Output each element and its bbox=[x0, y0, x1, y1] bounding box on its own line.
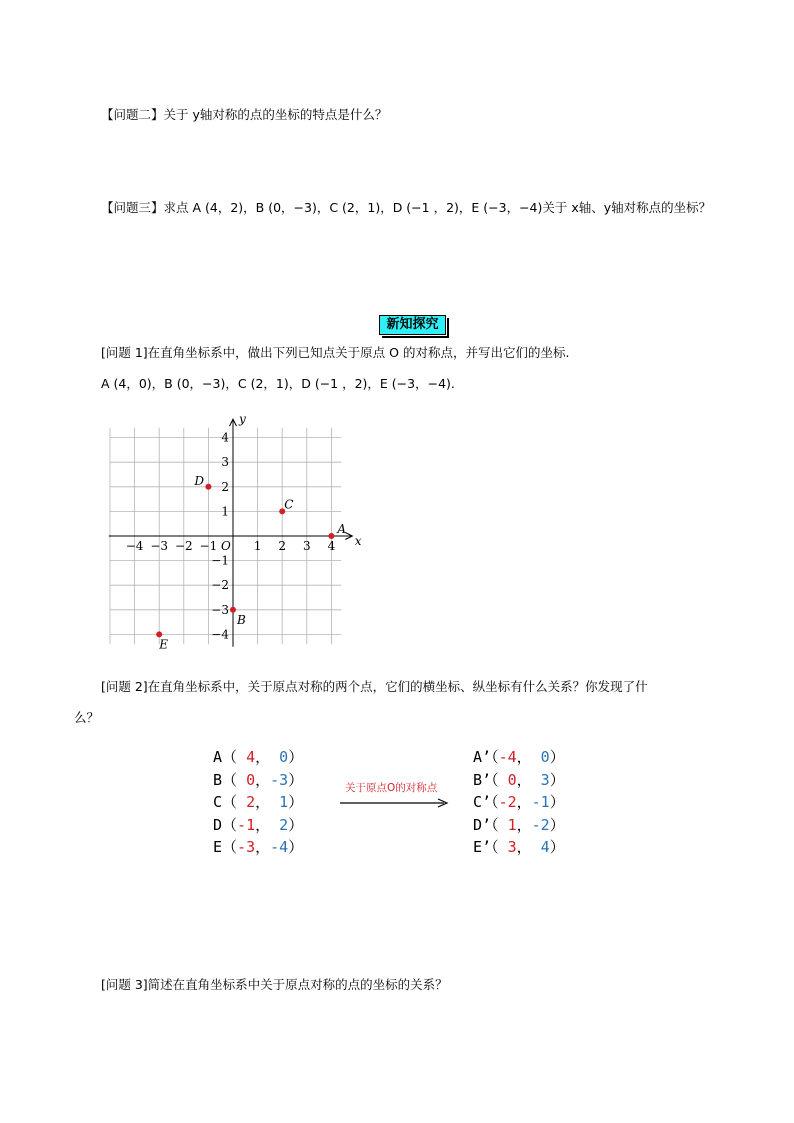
question-two-heading: 【问题二】关于 y轴对称的点的坐标的特点是什么？ bbox=[101, 107, 388, 122]
y-coordinate: -1 bbox=[531, 793, 550, 811]
problem-two-line-1: [问题 2]在直角坐标系中，关于原点对称的两个点，它们的横坐标、纵坐标有什么关系？你发现了什 bbox=[101, 679, 648, 694]
y-coordinate: -4 bbox=[270, 838, 289, 856]
arrow-label: 关于原点O的对称点 bbox=[345, 782, 438, 794]
open-paren: （ bbox=[491, 770, 499, 789]
separator: ， bbox=[516, 838, 532, 856]
plotted-points bbox=[156, 474, 346, 652]
y-tick-label: 1 bbox=[221, 504, 229, 519]
symmetric-point-row bbox=[473, 814, 565, 836]
separator: ， bbox=[516, 815, 532, 834]
close-paren: ） bbox=[549, 815, 565, 834]
question-three-heading: 【问题三】求点 A (4，2)，B (0，−3)，C (2，1)，D (−1 ，2)，E (−3，−4)关于 x轴、y轴对称点的坐标？ bbox=[101, 200, 712, 215]
symmetric-point-row bbox=[473, 836, 565, 858]
separator: ， bbox=[255, 770, 271, 789]
arrow bbox=[338, 797, 450, 809]
y-coordinate: 0 bbox=[531, 748, 550, 766]
symmetric-point-row bbox=[473, 746, 565, 768]
original-point-row bbox=[213, 769, 303, 791]
y-tick-label: 2 bbox=[221, 479, 229, 494]
point-name: A bbox=[213, 748, 223, 766]
point-d bbox=[205, 484, 211, 490]
close-paren: ） bbox=[549, 748, 565, 766]
y-axis-label: y bbox=[239, 412, 246, 427]
y-tick-label: −3 bbox=[211, 602, 229, 617]
x-tick-label: −2 bbox=[174, 539, 193, 553]
x-coordinate: -1 bbox=[237, 815, 256, 834]
open-paren: （ bbox=[491, 815, 499, 834]
x-coordinate: 1 bbox=[498, 815, 517, 834]
original-point-row bbox=[213, 746, 303, 768]
point-name: E’ bbox=[473, 838, 492, 856]
close-paren: ） bbox=[549, 838, 565, 856]
point-name: A’ bbox=[473, 748, 492, 766]
separator: ， bbox=[516, 748, 532, 766]
close-paren: ） bbox=[549, 770, 565, 789]
problem-three-text: [问题 3]简述在直角坐标系中关于原点对称的点的坐标的关系？ bbox=[101, 977, 448, 992]
y-tick-label: 3 bbox=[221, 455, 229, 470]
x-coordinate: 2 bbox=[237, 793, 256, 811]
coordinate-graph bbox=[100, 405, 380, 655]
open-paren: （ bbox=[222, 815, 238, 834]
x-coordinate: 3 bbox=[498, 838, 517, 856]
open-paren: （ bbox=[222, 770, 238, 789]
symmetric-point-row bbox=[473, 791, 565, 813]
y-coordinate: 0 bbox=[270, 748, 289, 766]
open-paren: （ bbox=[491, 793, 499, 811]
problem-two-line-2: 么？ bbox=[74, 710, 100, 725]
x-tick-label: 1 bbox=[253, 539, 262, 553]
problem-one-points: A (4，0)，B (0，−3)，C (2，1)，D (−1 ，2)，E (−3，−4). bbox=[101, 376, 455, 391]
y-coordinate: 4 bbox=[531, 838, 550, 856]
x-coordinate: -2 bbox=[498, 793, 517, 811]
y-tick-label: −1 bbox=[211, 553, 229, 568]
point-name: D’ bbox=[473, 815, 492, 834]
point-label-d: D bbox=[194, 473, 205, 488]
close-paren: ） bbox=[288, 793, 304, 811]
original-point-row bbox=[213, 791, 303, 813]
separator: ， bbox=[255, 748, 271, 766]
y-coordinate: -2 bbox=[531, 815, 550, 834]
close-paren: ） bbox=[288, 748, 304, 766]
point-label-c: C bbox=[284, 497, 294, 512]
open-paren: （ bbox=[222, 748, 238, 766]
section-badge: 新知探究 bbox=[379, 315, 446, 335]
x-tick-label: −1 bbox=[199, 539, 218, 553]
open-paren: （ bbox=[222, 838, 238, 856]
x-coordinate: -3 bbox=[237, 838, 256, 856]
x-axis-label: x bbox=[354, 534, 362, 548]
x-coordinate: -4 bbox=[498, 748, 517, 766]
separator: ， bbox=[255, 815, 271, 834]
point-name: B bbox=[213, 770, 223, 789]
point-name: C bbox=[213, 793, 223, 811]
x-coordinate: 0 bbox=[498, 770, 517, 789]
x-tick-label: −4 bbox=[125, 539, 144, 553]
y-coordinate: -3 bbox=[270, 770, 289, 789]
original-point-row bbox=[213, 836, 303, 858]
x-coordinate: 0 bbox=[237, 770, 256, 789]
separator: ， bbox=[516, 770, 532, 789]
open-paren: （ bbox=[222, 793, 238, 811]
y-tick-label: −2 bbox=[211, 578, 229, 593]
point-name: B’ bbox=[473, 770, 492, 789]
y-tick-label: −4 bbox=[211, 627, 229, 642]
point-label-a: A bbox=[337, 522, 347, 536]
x-tick-label: 4 bbox=[327, 539, 336, 553]
close-paren: ） bbox=[288, 838, 304, 856]
x-coordinate: 4 bbox=[237, 748, 256, 766]
open-paren: （ bbox=[491, 838, 499, 856]
y-coordinate: 1 bbox=[270, 793, 289, 811]
y-coordinate: 3 bbox=[531, 770, 550, 789]
point-b bbox=[230, 607, 236, 613]
x-tick-label: −3 bbox=[150, 539, 169, 553]
close-paren: ） bbox=[288, 770, 304, 789]
point-a bbox=[328, 533, 334, 539]
problem-one-text: [问题 1]在直角坐标系中，做出下列已知点关于原点 O 的对称点，并写出它们的坐标. bbox=[101, 345, 570, 360]
x-tick-label: 2 bbox=[278, 539, 287, 553]
open-paren: （ bbox=[491, 748, 499, 766]
close-paren: ） bbox=[549, 793, 565, 811]
symmetric-point-row bbox=[473, 769, 565, 791]
original-point-row bbox=[213, 814, 303, 836]
y-tick-label: 4 bbox=[221, 430, 229, 445]
close-paren: ） bbox=[288, 815, 304, 834]
point-label-e: E bbox=[159, 637, 168, 652]
separator: ， bbox=[255, 793, 271, 811]
point-name: E bbox=[213, 838, 223, 856]
origin-label: O bbox=[221, 539, 231, 553]
y-coordinate: 2 bbox=[270, 815, 289, 834]
point-name: D bbox=[213, 815, 223, 834]
point-name: C’ bbox=[473, 793, 492, 811]
separator: ， bbox=[516, 793, 532, 811]
x-tick-label: 3 bbox=[302, 539, 311, 553]
separator: ， bbox=[255, 838, 271, 856]
point-label-b: B bbox=[237, 612, 246, 627]
